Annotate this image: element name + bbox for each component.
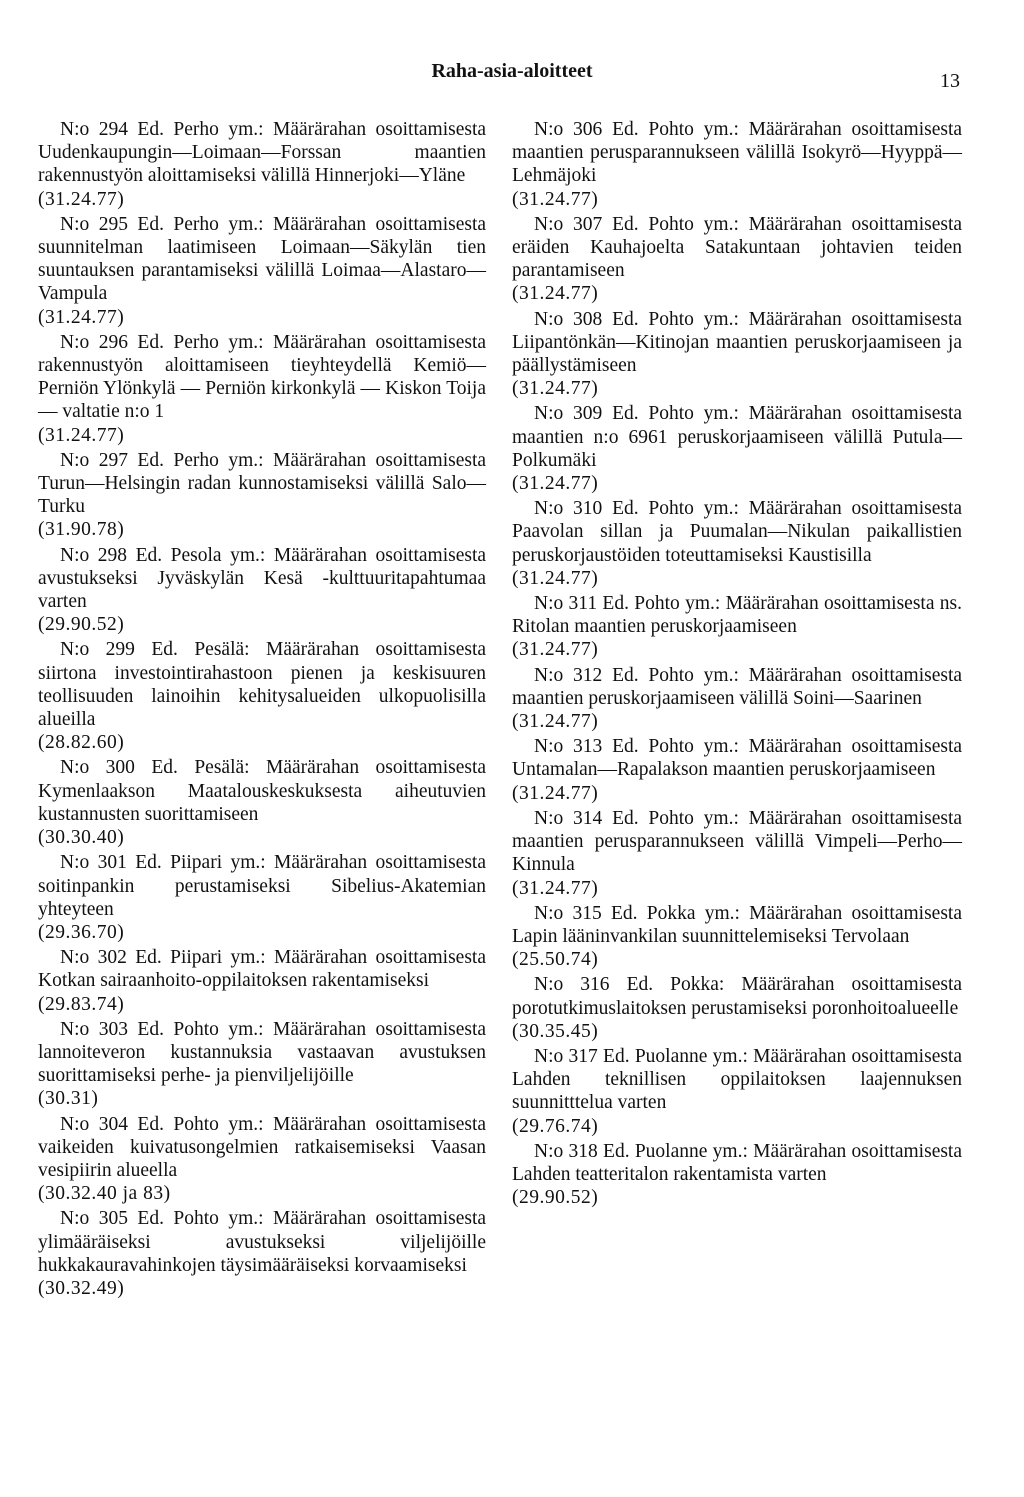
motion-code: (31.24.77) [512,639,599,661]
motion-entry [38,449,486,542]
motion-code: (31.24.77) [512,473,599,495]
motion-text: Määrärahan osoittamisesta maantien peruskorjaamiseen välillä Soini—Saarinen [512,664,963,709]
motion-code: (29.36.70) [38,921,125,943]
motion-text: Määrärahan osoittamisesta Kymenlaakson Maatalouskeskuksesta aiheutuvien kustannusten suorittamiseen [38,757,487,825]
motion-number: N:o 299 [60,639,135,661]
motion-author: Ed. Perho ym.: [137,119,264,140]
motion-number: N:o 306 [534,119,603,140]
motion-author: Ed. Pohto ym.: [612,213,739,235]
motion-code: (31.24.77) [38,188,125,210]
motion-text: Määrärahan osoittamisesta Lahden teknillisen oppilaitoksen laajennuksen suunnitttelua varten [512,1045,963,1114]
motion-entry [512,664,962,734]
motion-author: Ed. Pohto ym.: [612,807,739,829]
motion-code: (31.24.77) [512,283,599,305]
motion-number: N:o 300 [60,757,135,779]
motion-entry [512,902,962,972]
motion-number: N:o 311 [534,593,598,615]
motion-number: N:o 297 [60,449,128,471]
motion-author: Ed. Piipari ym.: [135,947,266,969]
motion-entry [512,308,962,401]
motion-code: (31.24.77) [512,378,599,400]
motion-text: Määrärahan osoittamisesta eräiden Kauhajoelta Satakuntaan johtavien teiden parantamiseen [512,213,963,282]
motion-code: (31.24.77) [512,782,599,804]
motion-author: Ed. Pohto ym.: [612,736,739,758]
motion-text: Määrärahan osoittamisesta Untamalan—Rapalakson maantien peruskorjaamiseen [512,736,963,781]
motion-code: (30.30.40) [38,827,125,849]
motion-text: Määrärahan osoittamisesta Lapin lääninvankilan suunnittelemiseksi Tervolaan [512,902,962,947]
motion-code: (30.32.40 ja 83) [38,1183,171,1205]
motion-number: N:o 316 [534,974,610,996]
motion-code: (25.50.74) [512,949,599,971]
motion-text: Määrärahan osoittamisesta maantien perusparannukseen välillä Isokyrö—Hyyppä—Lehmäjoki [512,119,963,187]
motion-entry [512,213,962,306]
motion-entry [38,756,486,849]
motion-text: Määrärahan osoittamisesta porotutkimuslaitoksen perustamiseksi poronhoitoalueelle [512,974,963,1019]
motion-author: Ed. Pohto ym.: [612,498,739,520]
motion-text: Määrärahan osoittamisesta Uudenkaupungin—Loimaan—Forssan maantien rakennustyön aloittamiseksi välillä Hinnerjoki—Yläne [38,119,487,187]
motion-text: Määrärahan osoittamisesta suunnitelman laatimiseen Loimaan—Säkylän tien suuntauksen parantamiseksi välillä Loimaa—Alastaro—Vampula [38,213,487,305]
motion-author: Ed. Pohto ym.: [602,593,721,615]
motion-author: Ed. Pesola ym.: [135,544,266,566]
motion-text: Määrärahan osoittamisesta ns. Ritolan maantien peruskorjaamiseen [512,593,963,638]
motion-author: Ed. Piipari ym.: [135,852,266,874]
motion-text: Määrärahan osoittamisesta Paavolan sillan ja Puumalan—Nikulan paikallistien peruskorjaustöiden toteuttamiseksi Kaustisilla [512,498,963,566]
motion-entry [38,851,486,944]
motion-author: Ed. Perho ym.: [137,331,264,353]
motion-code: (28.82.60) [38,732,125,754]
motion-author: Ed. Pohto ym.: [612,664,739,686]
motion-text: Määrärahan osoittamisesta Turun—Helsingin radan kunnostamiseksi välillä Salo—Turku [38,449,487,518]
motion-code: (30.31) [38,1088,99,1110]
motion-author: Ed. Pohto ym.: [137,1208,264,1230]
motion-number: N:o 315 [534,902,602,924]
motion-entry [512,807,962,900]
motion-author: Ed. Pokka: [626,974,725,996]
motion-entry [38,1207,486,1300]
motion-entry [38,544,486,637]
motion-text: Määrärahan osoittamisesta avustukseksi Jyväskylän Kesä -kulttuuritapahtumaa varten [38,544,487,613]
motion-code: (31.24.77) [512,567,599,589]
motion-entry [512,735,962,805]
motion-number: N:o 318 [534,1140,598,1162]
motion-text: Määrärahan osoittamisesta vaikeiden kuivatusongelmien ratkaisemiseksi Vaasan vesipiirin alueella [38,1113,487,1181]
motion-code: (31.90.78) [38,519,125,541]
motion-entry [38,1018,486,1111]
motion-code: (31.24.77) [38,424,125,446]
motion-author: Ed. Puolanne ym.: [603,1045,748,1067]
motion-code: (29.76.74) [512,1115,599,1137]
motion-text: Määrärahan osoittamisesta Lahden teatteritalon rakentamista varten [512,1140,963,1185]
motion-entry [38,946,486,1016]
motion-number: N:o 301 [60,852,127,874]
motion-number: N:o 307 [534,213,603,235]
motion-text: Määrärahan osoittamisesta rakennustyön aloittamiseen tieyhteydellä Kemiö—Perniön Ylönkylä — Perniön kirkonkylä — Kiskon Toija — valtatie n:o 1 [38,331,487,423]
motion-author: Ed. Pesälä: [151,639,250,661]
motion-entry [512,118,962,211]
page-number: 13 [940,70,960,92]
motion-number: N:o 312 [534,664,603,686]
motion-author: Ed. Perho ym.: [137,213,264,235]
motion-entry [512,497,962,590]
motion-entry [38,213,486,329]
motion-text: Määrärahan osoittamisesta ylimääräiseksi avustukseksi viljelijöille hukkakauravahinkojen täysimääräiseksi korvaamiseksi [38,1208,487,1276]
motion-entry [38,1113,486,1206]
motion-number: N:o 304 [60,1113,128,1135]
motion-number: N:o 309 [534,403,603,425]
left-column [38,118,486,1302]
motion-number: N:o 308 [534,308,603,330]
motion-number: N:o 317 [534,1045,598,1067]
motion-author: Ed. Pohto ym.: [612,403,739,425]
motion-code: (30.32.49) [38,1277,125,1299]
motion-number: N:o 302 [60,947,127,969]
motion-number: N:o 303 [60,1018,128,1040]
motion-entry [512,592,962,662]
motion-text: Määrärahan osoittamisesta lannoiteveron kustannuksia vastaavan avustuksen suorittamiseksi perhe- ja pienviljelijöille [38,1018,487,1087]
motion-text: Määrärahan osoittamisesta soitinpankin perustamiseksi Sibelius-Akatemian yhteyteen [38,852,486,920]
motion-number: N:o 310 [534,498,603,520]
motion-code: (31.24.77) [512,711,599,733]
motion-code: (29.83.74) [38,993,125,1015]
motion-number: N:o 298 [60,544,128,566]
motion-code: (29.90.52) [512,1187,599,1209]
motion-code: (31.24.77) [512,877,599,899]
motion-author: Ed. Pohto ym.: [137,1018,264,1040]
motion-number: N:o 294 [60,119,128,140]
motion-author: Ed. Perho ym.: [137,449,264,471]
motion-text: Määrärahan osoittamisesta Liipantönkän—Kitinojan maantien peruskorjaamiseen ja päällystämiseen [512,308,963,377]
motion-entry [512,973,962,1043]
motion-author: Ed. Pokka ym.: [610,902,740,924]
motion-number: N:o 295 [60,213,128,235]
motion-author: Ed. Pohto ym.: [137,1113,264,1135]
motion-text: Määrärahan osoittamisesta maantien perusparannukseen välillä Vimpeli—Perho—Kinnula [512,807,963,876]
motion-entry [38,118,486,211]
right-column [512,118,962,1211]
motion-author: Ed. Pesälä: [151,757,250,779]
motion-code: (31.24.77) [512,188,599,210]
motion-text: Määrärahan osoittamisesta Kotkan sairaanhoito-oppilaitoksen rakentamiseksi [38,947,486,992]
motion-author: Ed. Puolanne ym.: [603,1140,748,1162]
motion-code: (30.35.45) [512,1020,599,1042]
motion-author: Ed. Pohto ym.: [612,119,739,140]
running-header: Raha-asia-aloitteet [431,60,593,82]
motion-code: (31.24.77) [38,306,125,328]
motion-number: N:o 314 [534,807,603,829]
motion-number: N:o 296 [60,331,128,353]
motion-entry [38,638,486,754]
motion-number: N:o 305 [60,1208,128,1230]
motion-entry [512,402,962,495]
motion-text: Määrärahan osoittamisesta siirtona investointirahastoon pienen ja keskisuuren teollisuuden lainoihin kehitysalueiden ulkopuolisilla alueilla [38,639,487,731]
motion-author: Ed. Pohto ym.: [612,308,739,330]
motion-entry [38,331,486,447]
motion-text: Määrärahan osoittamisesta maantien n:o 6961 peruskorjaamiseen välillä Putula—Polkumäki [512,403,963,471]
motion-entry [512,1045,962,1138]
motion-number: N:o 313 [534,736,603,758]
motion-entry [512,1140,962,1210]
motion-code: (29.90.52) [38,614,125,636]
